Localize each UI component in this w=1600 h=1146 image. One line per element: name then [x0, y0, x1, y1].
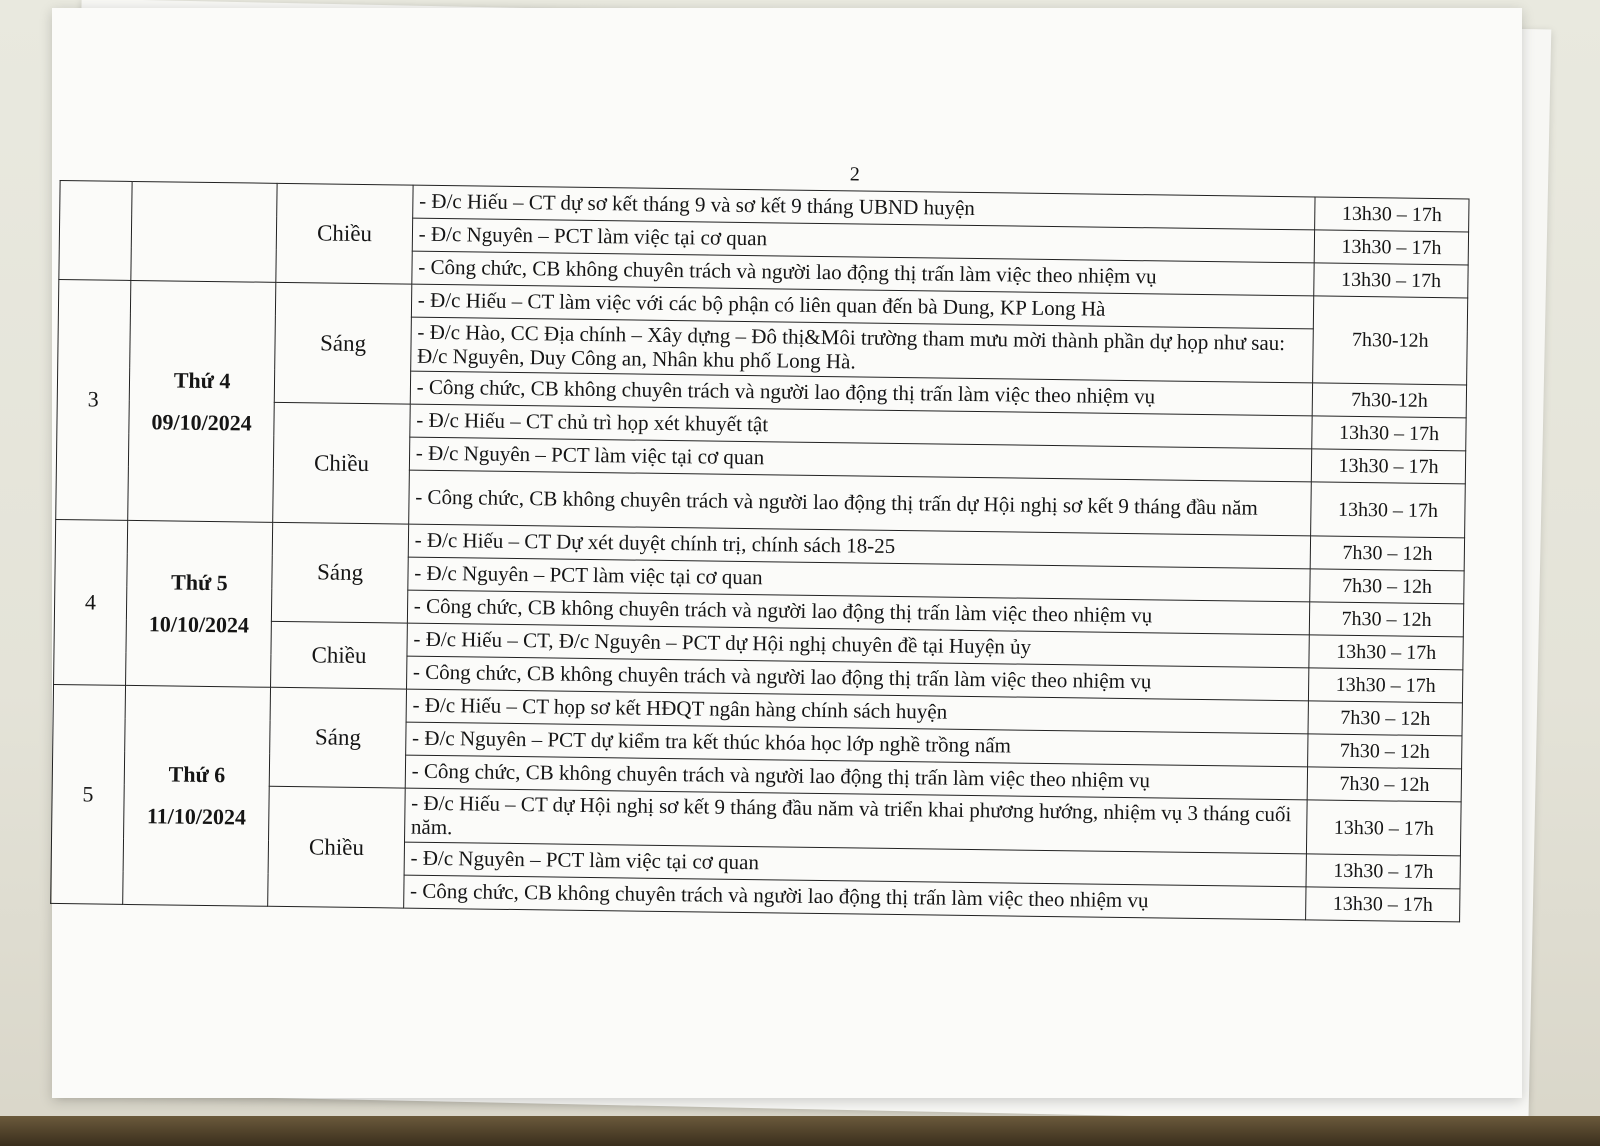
- day-name: Thứ 6: [168, 761, 226, 788]
- task-cell: - Đ/c Hiếu – CT dự Hội nghị sơ kết 9 tháng đầu năm và triển khai phương hướng, nhiệm vụ 3 tháng cuối năm.: [404, 788, 1307, 854]
- time-cell: 7h30-12h: [1313, 296, 1468, 385]
- day-date: 11/10/2024: [146, 803, 247, 830]
- time-cell: 13h30 – 17h: [1307, 800, 1462, 856]
- task-cell: - Công chức, CB không chuyên trách và người lao động thị trấn làm việc theo nhiệm vụ: [406, 656, 1309, 701]
- stt-cell: 4: [54, 519, 128, 685]
- task-cell: - Đ/c Hiếu – CT, Đ/c Nguyên – PCT dự Hội nghị chuyên đề tại Huyện ủy: [407, 623, 1310, 668]
- day-name: Thứ 4: [173, 367, 231, 393]
- time-cell: 13h30 – 17h: [1311, 449, 1465, 484]
- task-cell: - Công chức, CB không chuyên trách và người lao động thị trấn dự Hội nghị sơ kết 9 tháng đầu năm: [408, 470, 1311, 536]
- day-cell: [125, 520, 273, 687]
- page-number: 2: [849, 163, 860, 186]
- time-cell: 7h30 – 12h: [1310, 569, 1464, 604]
- task-cell: - Đ/c Hiếu – CT họp sơ kết HĐQT ngân hàng chính sách huyện: [406, 689, 1309, 734]
- time-cell: 13h30 – 17h: [1315, 197, 1469, 232]
- stt-cell: [59, 181, 132, 281]
- time-cell: 7h30 – 12h: [1308, 734, 1462, 769]
- time-cell: 7h30-12h: [1312, 383, 1466, 418]
- task-cell: - Đ/c Hiếu – CT Dự xét duyệt chính trị, chính sách 18-25: [408, 524, 1311, 569]
- session-cell: Chiều: [268, 786, 405, 908]
- task-cell: - Đ/c Nguyên – PCT làm việc tại cơ quan: [409, 437, 1312, 482]
- time-cell: 7h30 – 12h: [1309, 602, 1463, 637]
- task-cell: - Đ/c Nguyên – PCT dự kiểm tra kết thúc khóa học lớp nghề trồng nấm: [405, 722, 1308, 767]
- time-cell: 7h30 – 12h: [1310, 536, 1464, 571]
- task-cell: - Đ/c Nguyên – PCT làm việc tại cơ quan: [404, 842, 1307, 887]
- day-cell: [131, 181, 278, 282]
- schedule-table: [50, 180, 1469, 922]
- time-cell: 13h30 – 17h: [1306, 854, 1460, 889]
- time-cell: 7h30 – 12h: [1308, 701, 1462, 736]
- task-cell: - Đ/c Hiếu – CT chủ trì họp xét khuyết tật: [410, 404, 1313, 449]
- task-cell: - Công chức, CB không chuyên trách và người lao động thị trấn làm việc theo nhiệm vụ: [405, 755, 1308, 800]
- task-cell: - Đ/c Hào, CC Địa chính – Xây dựng – Đô thị&Môi trường tham mưu mời thành phần dự họp như sau: Đ/c Nguyên, Duy Công an, Nhân khu phố Long Hà.: [410, 317, 1313, 383]
- day-date: 09/10/2024: [151, 408, 252, 436]
- day-name: Thứ 5: [170, 569, 228, 596]
- time-cell: 13h30 – 17h: [1312, 416, 1466, 451]
- time-cell: 13h30 – 17h: [1311, 482, 1466, 538]
- stt-cell: 5: [51, 684, 126, 904]
- time-cell: 7h30 – 12h: [1307, 767, 1461, 802]
- task-cell: - Đ/c Nguyên – PCT làm việc tại cơ quan: [408, 557, 1311, 602]
- task-cell: - Công chức, CB không chuyên trách và người lao động thị trấn làm việc theo nhiệm vụ: [410, 371, 1313, 416]
- day-cell: [127, 280, 276, 522]
- time-cell: 13h30 – 17h: [1306, 887, 1460, 922]
- desk-edge: [0, 1116, 1600, 1146]
- task-cell: - Đ/c Hiếu – CT làm việc với các bộ phận có liên quan đến bà Dung, KP Long Hà: [411, 284, 1314, 329]
- session-cell: Sáng: [270, 687, 407, 788]
- time-cell: 13h30 – 17h: [1309, 635, 1463, 670]
- task-cell: - Công chức, CB không chuyên trách và người lao động thị trấn làm việc theo nhiệm vụ: [412, 251, 1315, 296]
- task-cell: - Đ/c Hiếu – CT dự sơ kết tháng 9 và sơ kết 9 tháng UBND huyện: [412, 185, 1315, 230]
- task-cell: - Đ/c Nguyên – PCT làm việc tại cơ quan: [412, 218, 1315, 263]
- time-cell: 13h30 – 17h: [1309, 668, 1463, 703]
- session-cell: Chiều: [273, 402, 410, 524]
- session-cell: Sáng: [275, 282, 412, 404]
- session-cell: Chiều: [271, 621, 407, 689]
- day-date: 10/10/2024: [148, 611, 250, 638]
- task-cell: - Công chức, CB không chuyên trách và người lao động thị trấn làm việc theo nhiệm vụ: [407, 590, 1310, 635]
- page-content: [50, 153, 1470, 922]
- session-cell: Chiều: [276, 183, 413, 284]
- document-page: [52, 8, 1522, 1098]
- stt-cell: 3: [56, 279, 131, 520]
- time-cell: 13h30 – 17h: [1314, 230, 1468, 265]
- day-cell: [122, 685, 270, 906]
- task-cell: - Công chức, CB không chuyên trách và người lao động thị trấn làm việc theo nhiệm vụ: [403, 875, 1306, 920]
- time-cell: 13h30 – 17h: [1314, 263, 1468, 298]
- session-cell: Sáng: [272, 522, 409, 623]
